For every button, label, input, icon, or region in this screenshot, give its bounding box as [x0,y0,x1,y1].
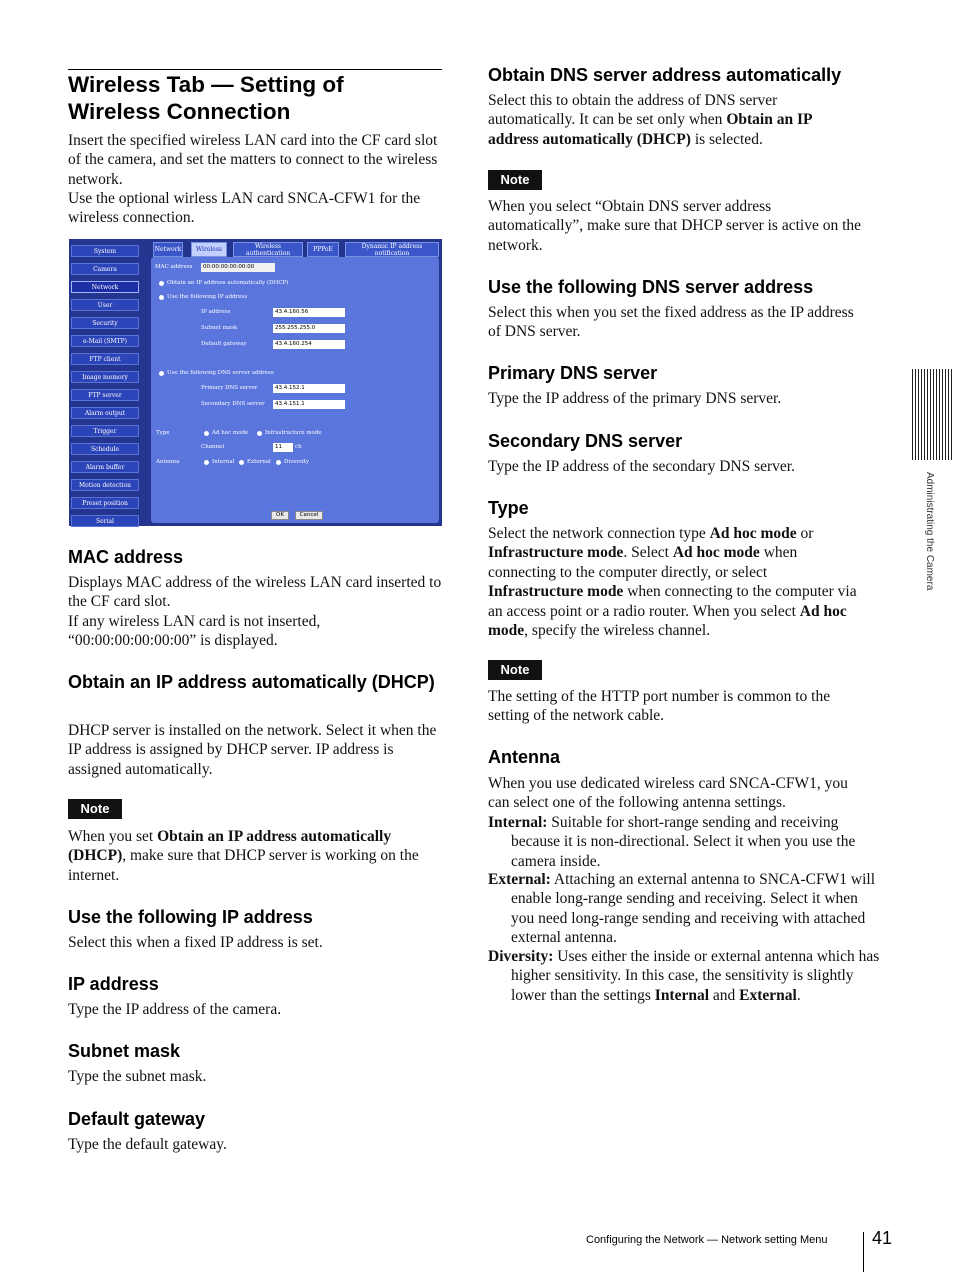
ss-nav-item: FTP client [71,353,139,365]
page-title: Wireless Tab — Setting of Wireless Connection [68,69,442,125]
note-2-text: When you select “Obtain DNS server address automatically”, make sure that DHCP server is active on the network. [488,198,862,254]
heading-antenna: Antenna [488,747,560,767]
ss-sdns-label: Secondary DNS server [201,401,265,407]
footer-divider [863,1232,864,1272]
ss-dns-use: Use the following DNS server address [167,370,274,376]
ss-ok-button: OK [271,511,289,520]
antenna-internal: Internal: Suitable for short-range sending and receiving because it is non-directional. Select it when you use the camera inside. [488,814,856,870]
heading-mac-address: MAC address [68,547,184,567]
ss-channel-value: 11 [273,443,293,452]
ss-nav-item: Alarm buffer [71,461,139,473]
ss-infra: Infrastructure mode [265,430,322,436]
heading-secondary-dns: Secondary DNS server [488,431,683,451]
dhcp-paragraph: DHCP server is installed on the network. Select it when the IP address is assigned by DHCP server. IP address is assigned automatically. [68,722,437,778]
page-footer: Configuring the Network — Network setting Menu [586,1234,828,1246]
ss-ip-value: 43.4.160.56 [273,308,345,317]
ss-radio-dns [159,371,164,376]
mac-paragraph: Displays MAC address of the wireless LAN card inserted to the CF card slot. [68,574,442,611]
ss-antenna-label: Antenna [156,459,180,465]
ss-nav-item: Trigger [71,425,139,437]
heading-primary-dns: Primary DNS server [488,363,658,383]
ss-radio-internal [204,460,209,465]
ss-nav-item: Motion detection [71,479,139,491]
type-paragraph: Select the network connection type Ad hoc mode or Infrastructure mode. Select Ad hoc mode when connecting to the computer directly, or select Infrastructure mode when connecting to the computer via an access point or a radio router. When you select Ad hoc mode, specify the wireless channel. [488,525,857,640]
ss-tab: Network [153,242,183,257]
heading-dns-use: Use the following DNS server address [488,277,814,297]
ss-use-following: Use the following IP address [167,294,248,300]
ss-radio-external [239,460,244,465]
mac-paragraph-2: If any wireless LAN card is not inserted, “00:00:00:00:00:00” is displayed. [68,613,321,650]
ss-nav-item: Alarm output [71,407,139,419]
subnet-paragraph: Type the subnet mask. [68,1068,207,1085]
antenna-external: External: Attaching an external antenna to SNCA-CFW1 will enable long-range sending and receiving. Select it when you need long-range sending and receiving with attached external antenna. [488,871,876,947]
heading-ip-address: IP address [68,974,159,994]
ss-ip-label: IP address [201,309,231,315]
dns-auto-paragraph: Select this to obtain the address of DNS server automatically. It can be set only when Obtain an IP address automatically (DHCP) is selected. [488,92,812,148]
side-tab-label: Administrating the Camera [924,472,935,591]
intro-paragraph-2: Use the optional wirless LAN card SNCA-CFW1 for the wireless connection. [68,190,421,227]
ss-obtain-auto: Obtain an IP address automatically (DHCP) [167,280,289,286]
heading-dns-auto: Obtain DNS server address automatically [488,65,842,85]
ss-tab: Dynamic IP address notification [345,242,439,257]
antenna-paragraph: When you use dedicated wireless card SNCA-CFW1, you can select one of the following antenna settings. [488,775,848,812]
section-side-tab [912,369,954,460]
heading-gateway: Default gateway [68,1109,206,1129]
note-3-text: The setting of the HTTP port number is common to the setting of the network cable. [488,688,831,725]
ss-nav-item: Serial [71,515,139,527]
note-badge-3: Note [488,660,542,680]
ss-radio-diversity [276,460,281,465]
ss-tab: PPPoE [307,242,339,257]
note-1-text: When you set Obtain an IP address automatically (DHCP), make sure that DHCP server is working on the internet. [68,828,419,884]
ss-mac-label: MAC address [155,264,193,270]
heading-subnet: Subnet mask [68,1041,181,1061]
primary-dns-paragraph: Type the IP address of the primary DNS server. [488,390,782,407]
use-ip-paragraph: Select this when a fixed IP address is set. [68,934,323,951]
ss-channel-label: Channel [201,444,225,450]
ss-radio-adhoc [204,431,209,436]
ss-subnet-value: 255.255.255.0 [273,324,345,333]
ss-nav-item: Image memory [71,371,139,383]
page-number: 41 [872,1228,893,1248]
ss-radio-infra [257,431,262,436]
ss-external: External [247,459,271,465]
ss-internal: Internal [212,459,235,465]
ss-nav-item: Schedule [71,443,139,455]
note-badge-2: Note [488,170,542,190]
ss-nav-item: Preset position [71,497,139,509]
ss-diversity: Diversity [284,459,310,465]
heading-type: Type [488,498,529,518]
ss-nav-item: Camera [71,263,139,275]
screenshot-panel [151,257,439,523]
antenna-diversity: Diversity: Uses either the inside or external antenna which has higher sensitivity. In this case, the sensitivity is slightly lower than the settings Internal and External. [488,948,880,1004]
ss-nav-item: Security [71,317,139,329]
ss-gw-value: 43.4.160.254 [273,340,345,349]
ss-mac-value: 00:00:00:00:00:00 [201,263,275,272]
ss-tab: Wireless [191,242,227,257]
ss-tab: Wireless authentication [233,242,303,257]
heading-dhcp: Obtain an IP address automatically (DHCP) [68,672,435,692]
ss-adhoc: Ad hoc mode [212,430,249,436]
ss-pdns-value: 43.4.152.1 [273,384,345,393]
ss-radio-dhcp [159,281,164,286]
gateway-paragraph: Type the default gateway. [68,1136,227,1153]
ss-nav-item: e-Mail (SMTP) [71,335,139,347]
dns-use-paragraph: Select this when you set the fixed address as the IP address of DNS server. [488,304,854,341]
ss-gw-label: Default gateway [201,341,247,347]
ss-radio-fixed [159,295,164,300]
wireless-settings-screenshot [69,239,442,526]
intro-paragraph: Insert the specified wireless LAN card into the CF card slot of the camera, and set the matters to connect to the wireless network. [68,132,438,188]
secondary-dns-paragraph: Type the IP address of the secondary DNS server. [488,458,795,475]
ss-nav-item: User [71,299,139,311]
ss-ch: ch [295,444,302,450]
ss-nav-item: Network [71,281,139,293]
ss-sdns-value: 43.4.151.1 [273,400,345,409]
ss-subnet-label: Subnet mask [201,325,238,331]
note-badge-1: Note [68,799,122,819]
ip-paragraph: Type the IP address of the camera. [68,1001,282,1018]
ss-cancel-button: Cancel [295,511,323,520]
ss-pdns-label: Primary DNS server [201,385,258,391]
ss-nav-item: System [71,245,139,257]
ss-type-label: Type [156,430,170,436]
ss-nav-item: FTP server [71,389,139,401]
heading-use-ip: Use the following IP address [68,907,313,927]
